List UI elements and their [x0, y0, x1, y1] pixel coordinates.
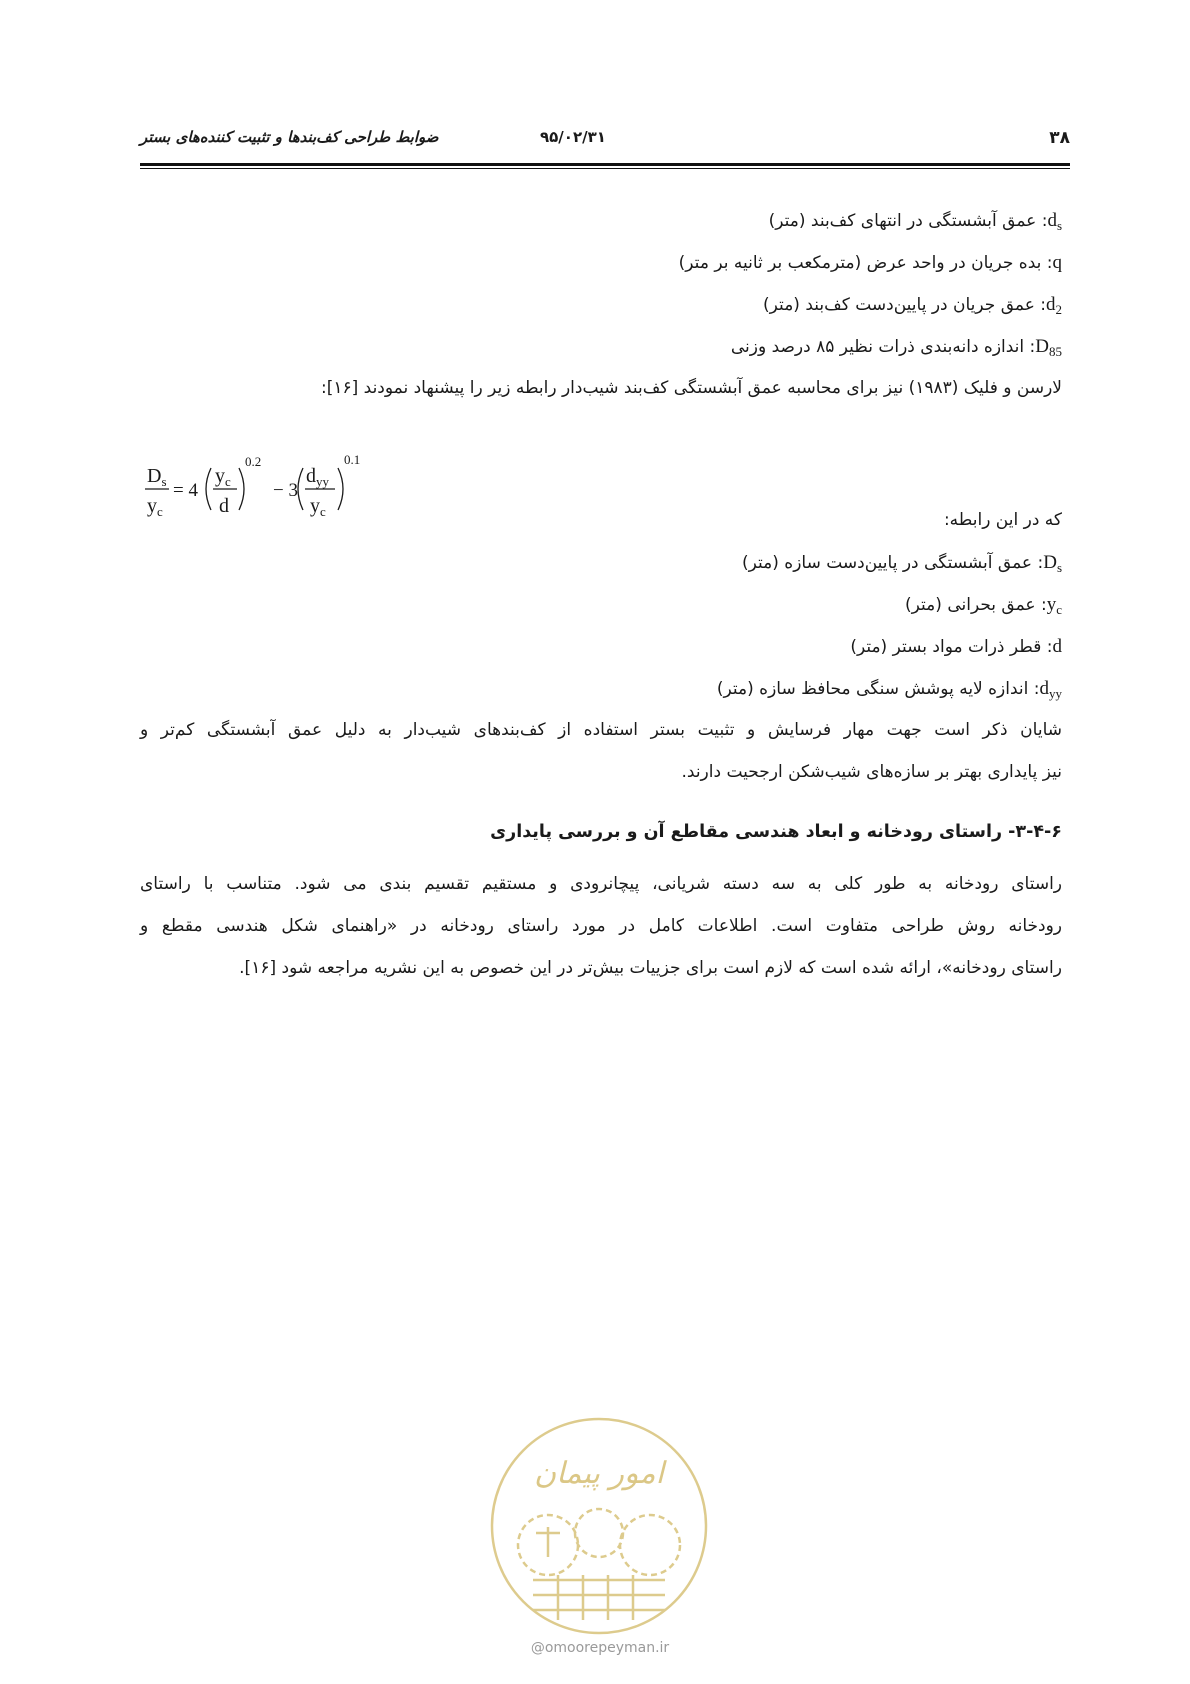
page-header [140, 128, 1070, 156]
definition-Ds: $D_s$: عمق آبشستگی در پایین‌دست سازه (متر) [742, 552, 1062, 575]
section-heading: ۳-۴-۶- راستای رودخانه و ابعاد هندسی مقاطع آن و بررسی پایداری [490, 822, 1062, 842]
omoorepeyman-seal-logo [488, 1415, 710, 1637]
scour-depth-formula [145, 452, 395, 527]
term1-exponent: 0.2 [245, 454, 262, 469]
seal-script-lettering: امور پیمان [534, 1456, 664, 1491]
equals-coefficient: = 4 [173, 480, 198, 501]
watermark-site-url: @omoorepeyman.ir [530, 1640, 670, 1656]
definition-d: d: قطر ذرات مواد بستر (متر) [850, 636, 1062, 657]
paragraph-2-line-1: راستای رودخانه به طور کلی به سه دسته شریانی، پیچانرودی و مستقیم تقسیم بندی می شود. متناسب با راستای [140, 874, 1062, 894]
term1-left-paren [206, 468, 211, 510]
term2-exponent: 0.1 [344, 452, 361, 467]
definition-ds: $d_s$: عمق آبشستگی در انتهای کف‌بند (متر) [768, 210, 1062, 233]
grid-base-icon [533, 1575, 665, 1620]
term1-denominator: d [219, 495, 229, 517]
paragraph-1-line-2: نیز پایداری بهتر بر سازه‌های شیب‌شکن ارجحیت دارند. [681, 762, 1062, 782]
definition-d85: $D_{85}$: اندازه دانه‌بندی ذرات نظیر ۸۵ درصد وزنی [730, 336, 1062, 359]
minus-coefficient: − 3 [273, 480, 298, 501]
lhs-denominator: $y_c$ [147, 495, 163, 519]
definition-yc: $y_c$: عمق بحرانی (متر) [905, 594, 1062, 617]
definition-dyy: $d_{yy}$: اندازه لایه پوشش سنگی محافظ سازه (متر) [716, 678, 1062, 701]
intro-sentence: لارسن و فلیک (۱۹۸۳) نیز برای محاسبه عمق آبشستگی کف‌بند شیب‌دار رابطه زیر را پیشنهاد نمودند [۱۶]: [320, 378, 1062, 398]
paragraph-2-line-2: رودخانه روش طراحی متفاوت است. اطلاعات کامل در مورد راستای رودخانه در «راهنمای شکل هندسی مقطع و [140, 916, 1062, 936]
term2-denominator: $y_c$ [310, 495, 326, 519]
header-rule-thin [140, 168, 1070, 169]
term2-numerator: $d_{yy}$ [306, 465, 329, 489]
lhs-numerator: $D_s$ [147, 465, 167, 489]
page-number: ۳۸ [1049, 128, 1070, 148]
header-rule-thick [140, 163, 1070, 166]
header-date: ۹۵/۰۲/۳۱ [540, 128, 606, 146]
gear-right-icon [620, 1515, 680, 1575]
term2-right-paren [338, 468, 343, 510]
term1-right-paren [239, 468, 244, 510]
term1-numerator: $y_c$ [215, 465, 231, 489]
gear-center-icon [575, 1509, 623, 1557]
where-label: که در این رابطه: [943, 510, 1062, 530]
definition-q: q: بده جریان در واحد عرض (مترمکعب بر ثانیه بر متر) [678, 252, 1062, 273]
term2-left-paren [298, 468, 303, 510]
paragraph-1-line-1: شایان ذکر است جهت مهار فرسایش و تثبیت بستر استفاده از کف‌بندهای شیب‌دار به دلیل عمق آبشستگی کم‌تر و [140, 720, 1062, 740]
definition-d2: $d_2$: عمق جریان در پایین‌دست کف‌بند (متر) [763, 294, 1062, 317]
header-title: ضوابط طراحی کف‌بندها و تثبیت کننده‌های بستر [140, 128, 439, 146]
at-icon: @ [530, 1640, 545, 1656]
paragraph-2-line-3: راستای رودخانه»، ارائه شده است که لازم است برای جزییات بیش‌تر در این خصوص به این نشریه مراجعه شود [۱۶]. [239, 958, 1062, 978]
